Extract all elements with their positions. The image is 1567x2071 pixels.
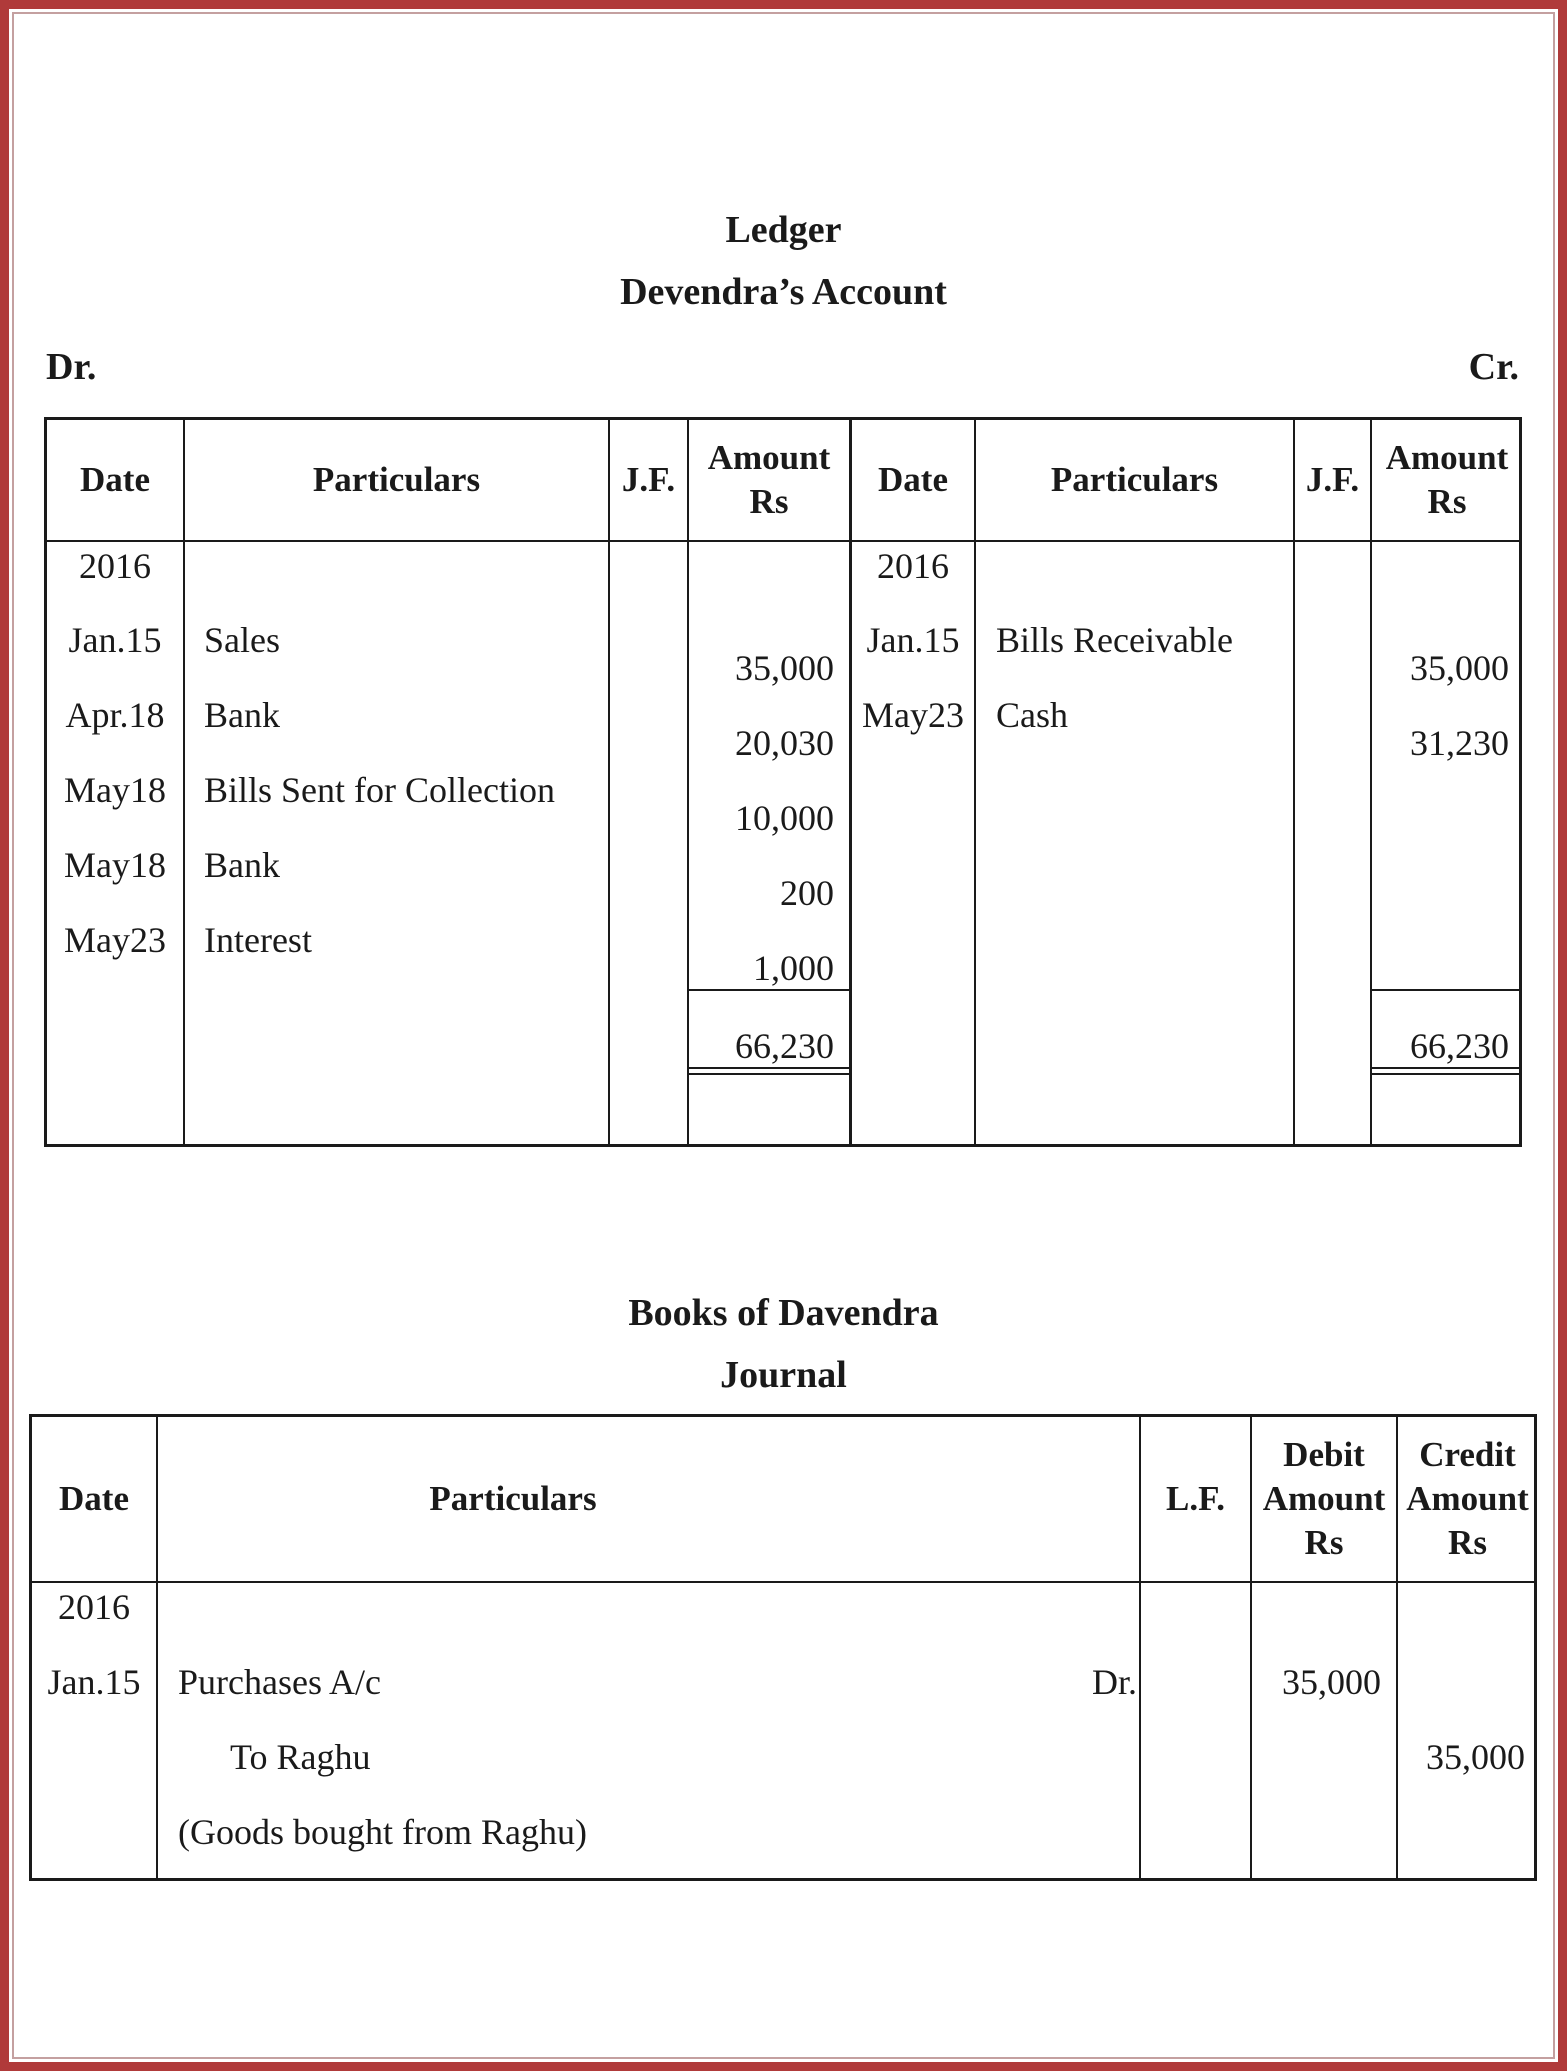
debit-amount: 35,000 <box>735 648 834 688</box>
debit-amount: 10,000 <box>735 798 834 838</box>
credit-particulars-header: Particulars <box>1050 460 1219 499</box>
debit-date: May18 <box>64 770 166 810</box>
ledger-title: Ledger <box>725 209 842 251</box>
debit-particulars: Bank <box>204 695 280 735</box>
credit-total-rule <box>1370 989 1519 991</box>
credit-amount: 35,000 <box>1410 648 1509 688</box>
dr-label: Dr. <box>46 346 97 388</box>
debit-date: Apr.18 <box>65 695 165 735</box>
debit-particulars: Sales <box>204 620 280 660</box>
debit-total: 66,230 <box>735 1026 834 1066</box>
debit-date: Jan.15 <box>68 620 162 660</box>
currency-label: Rs <box>749 482 789 521</box>
credit-total-double-rule <box>1370 1073 1519 1075</box>
journal-particulars-header: Particulars <box>429 1479 597 1518</box>
journal-debit-header <box>1252 1417 1396 1581</box>
amount-label: Amount <box>1406 1479 1529 1518</box>
journal-date: Jan.15 <box>47 1662 141 1702</box>
debit-date-header: Date <box>80 460 150 499</box>
credit-amount: 31,230 <box>1410 723 1509 763</box>
journal-credit-amount: 35,000 <box>1426 1737 1525 1777</box>
debit-label: Debit <box>1283 1435 1365 1474</box>
credit-label: Credit <box>1419 1435 1516 1474</box>
debit-particulars: Bank <box>204 845 280 885</box>
journal-narration: (Goods bought from Raghu) <box>178 1812 587 1852</box>
debit-amount-header <box>689 420 849 540</box>
debit-year: 2016 <box>79 546 151 586</box>
books-title: Books of Davendra <box>628 1292 939 1334</box>
account-title: Devendra’s Account <box>620 271 947 313</box>
debit-particulars-header: Particulars <box>312 460 481 499</box>
currency-label: Rs <box>1448 1523 1487 1562</box>
credit-particulars: Bills Receivable <box>996 620 1233 660</box>
credit-year: 2016 <box>877 546 949 586</box>
cr-label: Cr. <box>1468 346 1519 388</box>
credit-jf-header: J.F. <box>1305 460 1360 499</box>
debit-amount: 1,000 <box>753 948 834 988</box>
journal-date-header: Date <box>59 1479 129 1518</box>
amount-label: Amount <box>1262 1479 1386 1518</box>
debit-amount: 200 <box>780 873 834 913</box>
journal-year: 2016 <box>58 1587 130 1627</box>
currency-label: Rs <box>1304 1523 1344 1562</box>
credit-date: Jan.15 <box>866 620 960 660</box>
currency-label: Rs <box>1427 482 1467 521</box>
credit-particulars: Cash <box>996 695 1068 735</box>
credit-total: 66,230 <box>1410 1026 1509 1066</box>
journal-debit-account: Purchases A/c <box>178 1662 381 1702</box>
amount-label: Amount <box>1385 438 1509 477</box>
ledger-table <box>44 417 1522 1147</box>
ledger-header-rule <box>47 540 1519 542</box>
credit-date-header: Date <box>878 460 948 499</box>
debit-particulars: Bills Sent for Collection <box>204 770 555 810</box>
journal-credit-header <box>1398 1417 1537 1581</box>
credit-amount-header <box>1372 420 1522 540</box>
debit-total-double-rule <box>687 1073 849 1075</box>
journal-credit-account: To Raghu <box>230 1737 371 1777</box>
debit-date: May23 <box>64 920 166 960</box>
journal-header-rule <box>32 1581 1534 1583</box>
debit-amount: 20,030 <box>735 723 834 763</box>
journal-debit-amount: 35,000 <box>1282 1662 1381 1702</box>
journal-title: Journal <box>720 1354 847 1396</box>
journal-table <box>29 1414 1537 1881</box>
amount-label: Amount <box>707 438 831 477</box>
journal-dr-marker: Dr. <box>1092 1662 1137 1702</box>
debit-jf-header: J.F. <box>621 460 676 499</box>
debit-date: May18 <box>64 845 166 885</box>
journal-lf-header: L.F. <box>1165 1479 1225 1518</box>
credit-date: May23 <box>862 695 964 735</box>
debit-particulars: Interest <box>204 920 312 960</box>
